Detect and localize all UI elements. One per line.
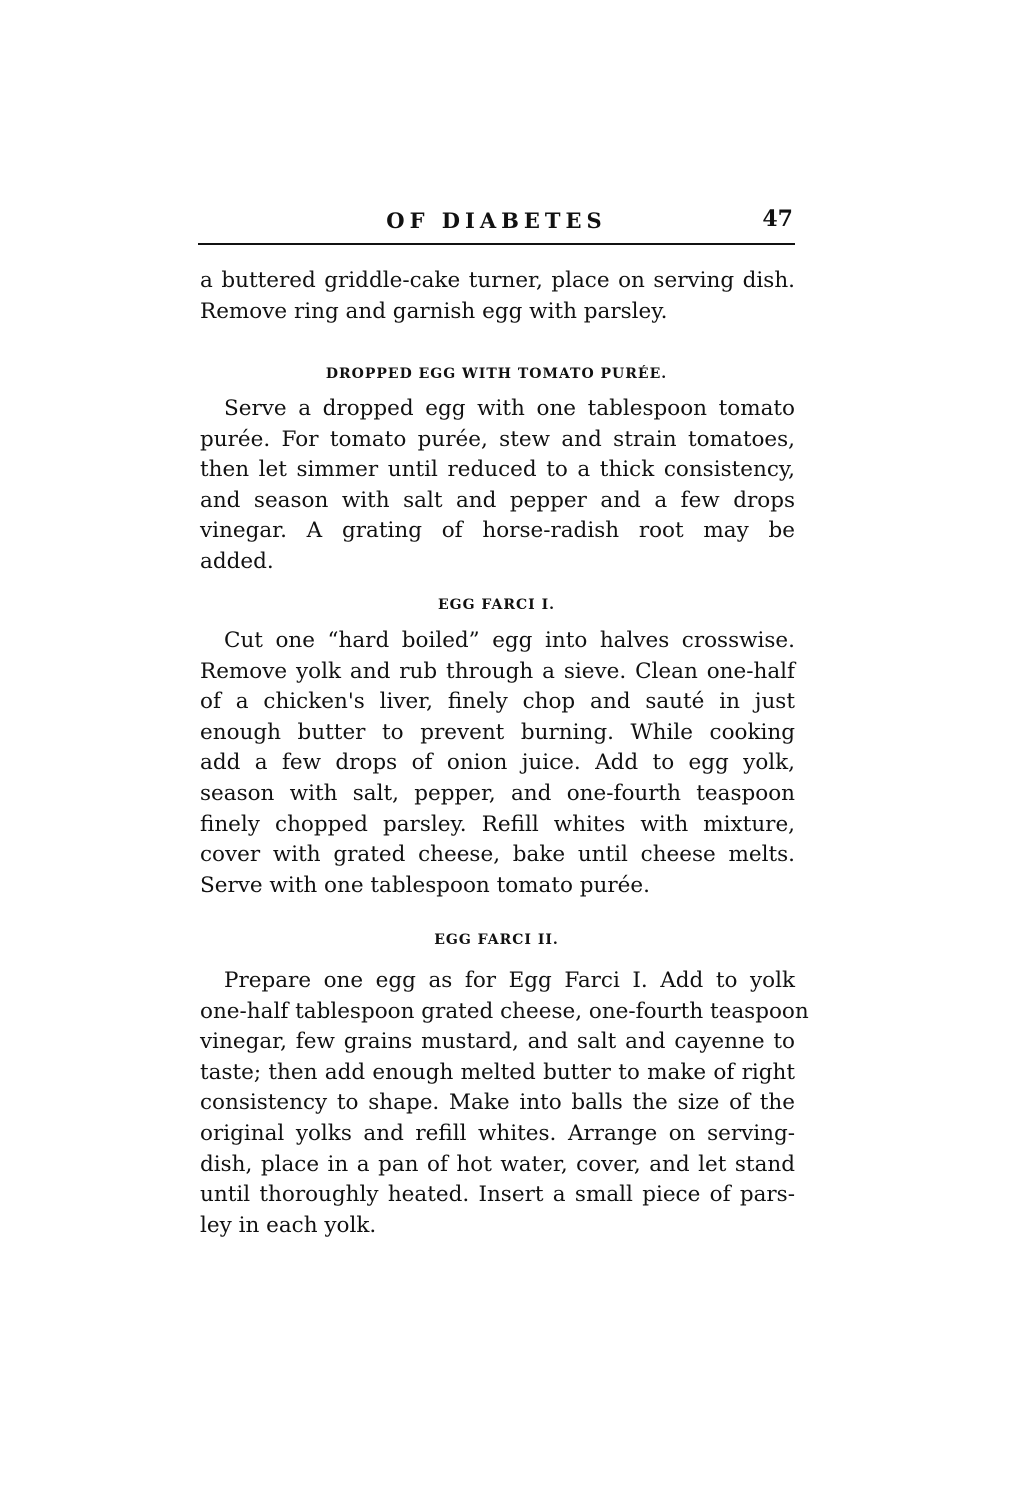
text-line: finely chopped parsley. Refill whites with mixture,	[200, 811, 795, 837]
text-line: until thoroughly heated. Insert a small piece of pars-	[200, 1182, 795, 1208]
page-header	[198, 206, 795, 236]
text-line: then let simmer until reduced to a thick consistency,	[200, 457, 795, 483]
text-line: original yolks and refill whites. Arrange on serving-	[200, 1121, 795, 1146]
text-line: purée. For tomato purée, stew and strain tomatoes,	[200, 426, 795, 452]
page-number: 47	[762, 206, 793, 232]
text-line: of a chicken's liver, finely chop and sauté in just	[200, 689, 795, 715]
section-heading: EGG FARCI II.	[434, 932, 559, 948]
text-line: season with salt, pepper, and one-fourth teaspoon	[200, 781, 795, 806]
text-line: cover with grated cheese, bake until cheese melts.	[200, 842, 795, 868]
text-line: a buttered griddle-cake turner, place on serving dish.	[200, 268, 795, 293]
text-line: consistency to shape. Make into balls the size of the	[200, 1090, 795, 1116]
text-line: enough butter to prevent burning. While cooking	[200, 719, 795, 745]
text-line: and season with salt and pepper and a few drops	[200, 487, 795, 513]
header-rule	[198, 243, 795, 245]
text-line: added.	[200, 549, 274, 574]
section-heading: DROPPED EGG WITH TOMATO PURÉE.	[325, 366, 668, 382]
text-line: taste; then add enough melted butter to make of right	[200, 1059, 795, 1085]
text-line: Remove yolk and rub through a sieve. Clean one-half	[200, 658, 795, 684]
text-line: Remove ring and garnish egg with parsley.	[200, 299, 668, 324]
text-line: one-half tablespoon grated cheese, one-fourth teaspoon	[200, 998, 809, 1024]
text-line: Prepare one egg as for Egg Farci I. Add to yolk	[224, 968, 795, 993]
running-title: OF DIABETES	[386, 208, 607, 233]
text-line: Serve with one tablespoon tomato purée.	[200, 872, 650, 898]
section-heading: EGG FARCI I.	[437, 597, 556, 613]
text-line: Serve a dropped egg with one tablespoon tomato	[224, 396, 795, 421]
text-line: dish, place in a pan of hot water, cover, and let stand	[200, 1151, 795, 1177]
text-line: add a few drops of onion juice. Add to egg yolk,	[200, 750, 795, 776]
text-line: vinegar, few grains mustard, and salt and cayenne to	[200, 1029, 795, 1055]
text-line: ley in each yolk.	[200, 1212, 377, 1238]
text-line: vinegar. A grating of horse-radish root may be	[200, 518, 795, 544]
text-line: Cut one “hard boiled” egg into halves crosswise.	[224, 628, 795, 653]
